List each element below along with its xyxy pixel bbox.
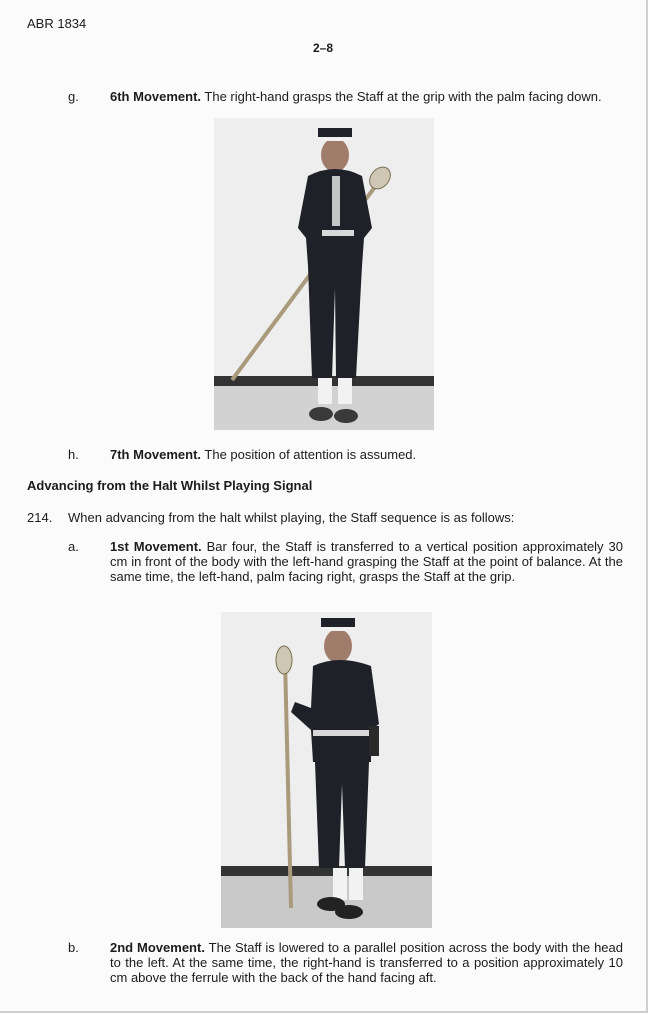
sub-item-a-text: Bar four, the Staff is transferred to a vertical position approximately 30 cm in front of the body with the left-hand grasping the Staff at the point of balance. At the same time, the left-hand, palm facing right, grasps the Staff at the grip. — [110, 539, 623, 584]
sub-item-letter-a: a. — [68, 539, 79, 554]
item-g-text: The right-hand grasps the Staff at the grip with the palm facing down. — [204, 89, 602, 104]
paragraph-214-text: When advancing from the halt whilst playing, the Staff sequence is as follows: — [68, 510, 515, 525]
document-id: ABR 1834 — [27, 16, 87, 31]
item-letter-h: h. — [68, 447, 79, 462]
item-h-text: The position of attention is assumed. — [204, 447, 417, 462]
sub-item-b-title: 2nd Movement. — [110, 940, 205, 955]
photo-1st-movement — [221, 612, 432, 928]
item-g-title: 6th Movement. — [110, 89, 202, 104]
sub-item-letter-b: b. — [68, 940, 79, 955]
item-g — [110, 89, 623, 104]
paragraph-number-214: 214. — [27, 510, 53, 525]
photo-6th-movement-image — [214, 118, 434, 430]
sub-item-b — [110, 940, 623, 985]
photo-6th-movement — [214, 118, 434, 430]
item-h — [110, 447, 623, 462]
page-number: 2–8 — [312, 41, 334, 55]
sub-item-b-text: The Staff is lowered to a parallel position across the body with the head to the left. At the same time, the right-hand is transferred to a position approximately 10 cm above the ferrule with the back of the hand facing aft. — [110, 940, 623, 985]
section-heading: Advancing from the Halt Whilst Playing Signal — [27, 478, 313, 493]
item-letter-g: g. — [68, 89, 79, 104]
photo-1st-movement-image — [221, 612, 432, 928]
item-h-title: 7th Movement. — [110, 447, 202, 462]
sub-item-a-title: 1st Movement. — [110, 539, 202, 554]
sub-item-a — [110, 539, 623, 584]
